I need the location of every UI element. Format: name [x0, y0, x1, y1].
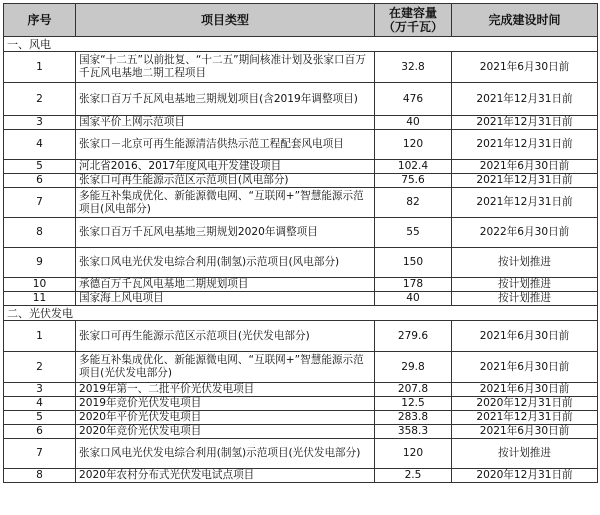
row-number: 6	[4, 425, 76, 439]
table-row	[4, 52, 598, 83]
table-row	[4, 188, 598, 218]
project-table-container	[3, 3, 597, 483]
completion-time: 按计划推进	[452, 248, 598, 278]
project-name: 国家海上风电项目	[76, 292, 375, 306]
project-name: 2019年竞价光伏发电项目	[76, 397, 375, 411]
table-row	[4, 116, 598, 130]
table-row	[4, 292, 598, 306]
project-name: 张家口－北京可再生能源清洁供热示范工程配套风电项目	[76, 130, 375, 160]
capacity-value: 40	[375, 116, 452, 130]
completion-time: 2020年12月31日前	[452, 397, 598, 411]
project-name: 2020年平价光伏发电项目	[76, 411, 375, 425]
project-name: 多能互补集成优化、新能源微电网、“互联网+”智慧能源示范项目(光伏发电部分)	[76, 352, 375, 383]
section-title: 二、光伏发电	[4, 306, 598, 321]
capacity-value: 40	[375, 292, 452, 306]
table-row	[4, 321, 598, 352]
completion-time: 2021年6月30日前	[452, 352, 598, 383]
row-number: 5	[4, 160, 76, 174]
capacity-value: 476	[375, 83, 452, 116]
capacity-value: 207.8	[375, 383, 452, 397]
row-number: 1	[4, 52, 76, 83]
completion-time: 2022年6月30日前	[452, 218, 598, 248]
completion-time: 2021年6月30日前	[452, 52, 598, 83]
completion-time: 2021年12月31日前	[452, 116, 598, 130]
table-row	[4, 174, 598, 188]
capacity-value: 279.6	[375, 321, 452, 352]
table-row	[4, 469, 598, 483]
capacity-value: 358.3	[375, 425, 452, 439]
table-row	[4, 218, 598, 248]
table-body	[4, 37, 598, 483]
capacity-value: 75.6	[375, 174, 452, 188]
capacity-value: 283.8	[375, 411, 452, 425]
capacity-value: 2.5	[375, 469, 452, 483]
table-row	[4, 83, 598, 116]
section-row	[4, 37, 598, 52]
capacity-value: 29.8	[375, 352, 452, 383]
completion-time: 2021年12月31日前	[452, 83, 598, 116]
capacity-value: 102.4	[375, 160, 452, 174]
row-number: 4	[4, 130, 76, 160]
completion-time: 2021年6月30日前	[452, 425, 598, 439]
capacity-value: 12.5	[375, 397, 452, 411]
completion-time: 2021年12月31日前	[452, 188, 598, 218]
project-name: 2019年第一、二批平价光伏发电项目	[76, 383, 375, 397]
row-number: 11	[4, 292, 76, 306]
table-row	[4, 160, 598, 174]
project-name: 张家口风电光伏发电综合利用(制氢)示范项目(光伏发电部分)	[76, 439, 375, 469]
capacity-value: 32.8	[375, 52, 452, 83]
table-row	[4, 383, 598, 397]
project-name: 张家口可再生能源示范区示范项目(风电部分)	[76, 174, 375, 188]
row-number: 7	[4, 439, 76, 469]
table-row	[4, 425, 598, 439]
header-row	[4, 4, 598, 37]
capacity-value: 120	[375, 439, 452, 469]
table-row	[4, 130, 598, 160]
capacity-value: 55	[375, 218, 452, 248]
row-number: 2	[4, 83, 76, 116]
completion-time: 2021年6月30日前	[452, 383, 598, 397]
project-name: 张家口百万千瓦风电基地三期规划项目(含2019年调整项目)	[76, 83, 375, 116]
completion-time: 2021年6月30日前	[452, 321, 598, 352]
completion-time: 2020年12月31日前	[452, 469, 598, 483]
row-number: 7	[4, 188, 76, 218]
header-capacity: 在建容量 （万千瓦）	[375, 4, 452, 37]
project-name: 国家“十二五”以前批复、“十二五”期间核准计划及张家口百万千瓦风电基地二期工程项目	[76, 52, 375, 83]
construction-projects-table	[3, 3, 598, 483]
project-name: 河北省2016、2017年度风电开发建设项目	[76, 160, 375, 174]
project-name: 2020年竞价光伏发电项目	[76, 425, 375, 439]
project-name: 张家口百万千瓦风电基地三期规划2020年调整项目	[76, 218, 375, 248]
row-number: 2	[4, 352, 76, 383]
table-row	[4, 352, 598, 383]
capacity-value: 150	[375, 248, 452, 278]
row-number: 8	[4, 469, 76, 483]
completion-time: 按计划推进	[452, 439, 598, 469]
row-number: 1	[4, 321, 76, 352]
completion-time: 2021年12月31日前	[452, 130, 598, 160]
completion-time: 按计划推进	[452, 278, 598, 292]
completion-time: 按计划推进	[452, 292, 598, 306]
capacity-value: 120	[375, 130, 452, 160]
project-name: 张家口可再生能源示范区示范项目(光伏发电部分)	[76, 321, 375, 352]
header-project-type: 项目类型	[76, 4, 375, 37]
capacity-value: 82	[375, 188, 452, 218]
project-name: 张家口风电光伏发电综合利用(制氢)示范项目(风电部分)	[76, 248, 375, 278]
capacity-value: 178	[375, 278, 452, 292]
project-name: 多能互补集成优化、新能源微电网、“互联网+”智慧能源示范项目(风电部分)	[76, 188, 375, 218]
section-row	[4, 306, 598, 321]
row-number: 9	[4, 248, 76, 278]
row-number: 4	[4, 397, 76, 411]
completion-time: 2021年12月31日前	[452, 174, 598, 188]
project-name: 承德百万千瓦风电基地二期规划项目	[76, 278, 375, 292]
row-number: 8	[4, 218, 76, 248]
header-completion-time: 完成建设时间	[452, 4, 598, 37]
completion-time: 2021年12月31日前	[452, 411, 598, 425]
row-number: 3	[4, 383, 76, 397]
row-number: 10	[4, 278, 76, 292]
table-row	[4, 248, 598, 278]
row-number: 6	[4, 174, 76, 188]
table-row	[4, 397, 598, 411]
project-name: 2020年农村分布式光伏发电试点项目	[76, 469, 375, 483]
section-title: 一、风电	[4, 37, 598, 52]
table-row	[4, 411, 598, 425]
header-no: 序号	[4, 4, 76, 37]
row-number: 5	[4, 411, 76, 425]
row-number: 3	[4, 116, 76, 130]
table-row	[4, 278, 598, 292]
table-row	[4, 439, 598, 469]
completion-time: 2021年6月30日前	[452, 160, 598, 174]
project-name: 国家平价上网示范项目	[76, 116, 375, 130]
